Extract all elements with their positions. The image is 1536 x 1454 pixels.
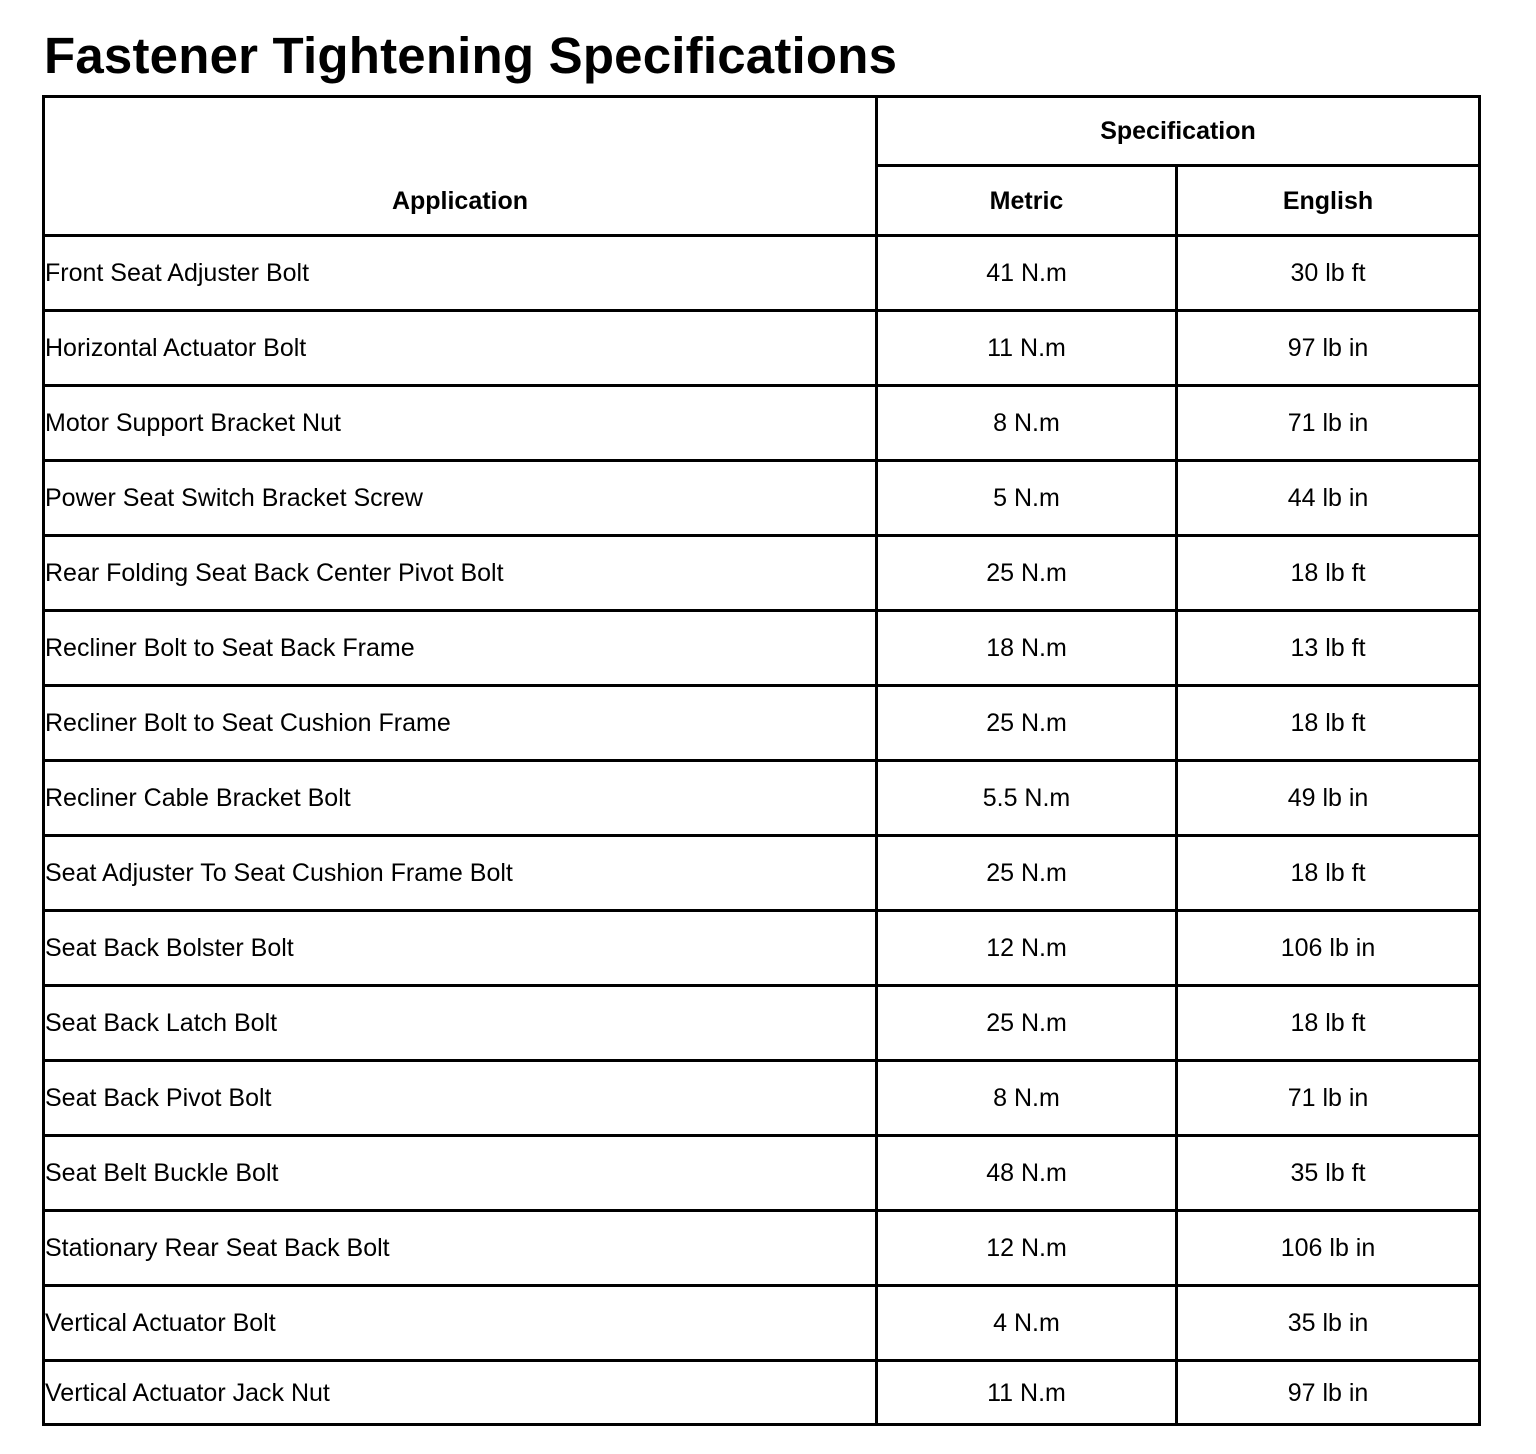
metric-cell: 12 N.m — [877, 1211, 1177, 1286]
application-cell: Seat Adjuster To Seat Cushion Frame Bolt — [44, 836, 877, 911]
table-row — [44, 686, 1480, 761]
application-cell: Recliner Bolt to Seat Back Frame — [44, 611, 877, 686]
english-cell: 71 lb in — [1177, 1061, 1480, 1136]
table-row — [44, 1211, 1480, 1286]
column-header-metric: Metric — [877, 166, 1177, 236]
english-cell: 13 lb ft — [1177, 611, 1480, 686]
metric-cell: 18 N.m — [877, 611, 1177, 686]
metric-cell: 12 N.m — [877, 911, 1177, 986]
table-row — [44, 236, 1480, 311]
application-cell: Motor Support Bracket Nut — [44, 386, 877, 461]
english-cell: 18 lb ft — [1177, 686, 1480, 761]
column-header-specification: Specification — [877, 97, 1480, 166]
english-cell: 97 lb in — [1177, 1361, 1480, 1425]
table-row — [44, 1361, 1480, 1425]
table-row — [44, 311, 1480, 386]
application-cell: Horizontal Actuator Bolt — [44, 311, 877, 386]
application-cell: Stationary Rear Seat Back Bolt — [44, 1211, 877, 1286]
metric-cell: 5.5 N.m — [877, 761, 1177, 836]
table-row — [44, 986, 1480, 1061]
application-cell: Seat Belt Buckle Bolt — [44, 1136, 877, 1211]
english-cell: 71 lb in — [1177, 386, 1480, 461]
application-cell: Seat Back Pivot Bolt — [44, 1061, 877, 1136]
metric-cell: 25 N.m — [877, 836, 1177, 911]
table-row — [44, 1061, 1480, 1136]
metric-cell: 25 N.m — [877, 686, 1177, 761]
table-row — [44, 1136, 1480, 1211]
english-cell: 35 lb in — [1177, 1286, 1480, 1361]
english-cell: 30 lb ft — [1177, 236, 1480, 311]
page-title: Fastener Tightening Specifications — [44, 27, 898, 84]
english-cell: 18 lb ft — [1177, 986, 1480, 1061]
table-row — [44, 536, 1480, 611]
application-cell: Seat Back Latch Bolt — [44, 986, 877, 1061]
english-cell: 106 lb in — [1177, 911, 1480, 986]
english-cell: 44 lb in — [1177, 461, 1480, 536]
table-row — [44, 611, 1480, 686]
application-cell: Rear Folding Seat Back Center Pivot Bolt — [44, 536, 877, 611]
table-row — [44, 761, 1480, 836]
metric-cell: 8 N.m — [877, 386, 1177, 461]
application-cell: Power Seat Switch Bracket Screw — [44, 461, 877, 536]
metric-cell: 41 N.m — [877, 236, 1177, 311]
english-cell: 35 lb ft — [1177, 1136, 1480, 1211]
english-cell: 18 lb ft — [1177, 836, 1480, 911]
application-cell: Seat Back Bolster Bolt — [44, 911, 877, 986]
metric-cell: 11 N.m — [877, 1361, 1177, 1425]
application-cell: Recliner Cable Bracket Bolt — [44, 761, 877, 836]
english-cell: 18 lb ft — [1177, 536, 1480, 611]
table-row — [44, 836, 1480, 911]
header-row-top — [44, 97, 1480, 166]
application-cell: Vertical Actuator Bolt — [44, 1286, 877, 1361]
metric-cell: 8 N.m — [877, 1061, 1177, 1136]
english-cell: 106 lb in — [1177, 1211, 1480, 1286]
column-header-application: Application — [44, 97, 877, 236]
metric-cell: 25 N.m — [877, 986, 1177, 1061]
metric-cell: 11 N.m — [877, 311, 1177, 386]
table-row — [44, 911, 1480, 986]
metric-cell: 5 N.m — [877, 461, 1177, 536]
fastener-spec-table — [42, 95, 1481, 1426]
english-cell: 49 lb in — [1177, 761, 1480, 836]
metric-cell: 48 N.m — [877, 1136, 1177, 1211]
table-row — [44, 461, 1480, 536]
metric-cell: 25 N.m — [877, 536, 1177, 611]
column-header-english: English — [1177, 166, 1480, 236]
metric-cell: 4 N.m — [877, 1286, 1177, 1361]
english-cell: 97 lb in — [1177, 311, 1480, 386]
table-row — [44, 386, 1480, 461]
application-cell: Vertical Actuator Jack Nut — [44, 1361, 877, 1425]
table-row — [44, 1286, 1480, 1361]
application-cell: Front Seat Adjuster Bolt — [44, 236, 877, 311]
application-cell: Recliner Bolt to Seat Cushion Frame — [44, 686, 877, 761]
